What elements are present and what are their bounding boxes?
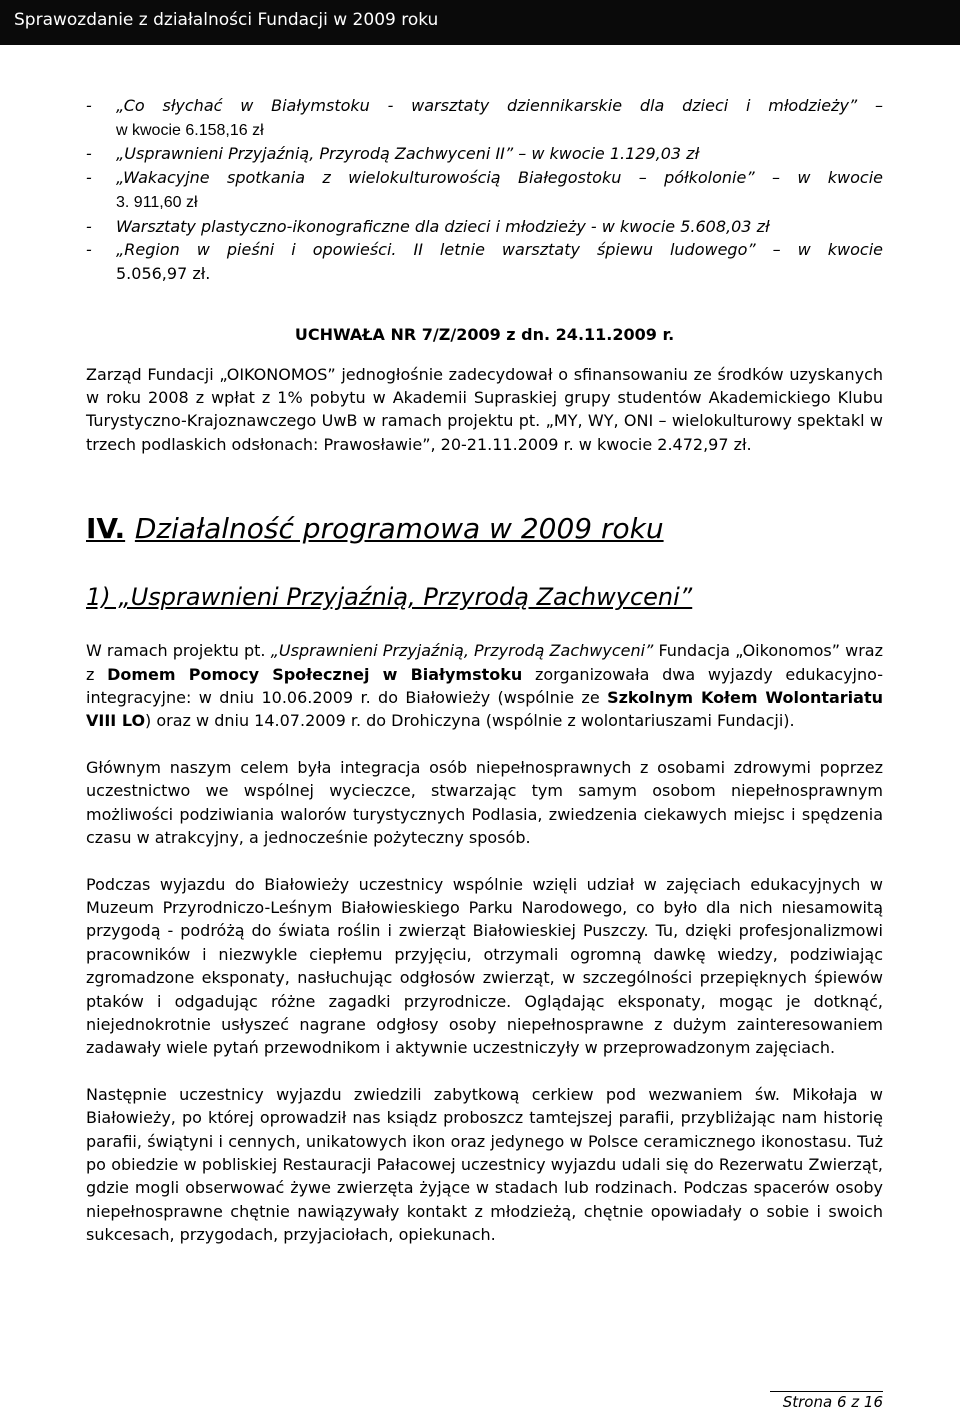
list-item — [86, 142, 883, 166]
list-item-text: „Usprawnieni Przyjaźnią, Przyrodą Zachwyceni II” – w kwocie 1.129,03 zł — [116, 144, 700, 164]
list-item — [86, 166, 883, 190]
list-item-continuation — [86, 262, 883, 286]
list-item — [86, 215, 883, 239]
section-number: IV. — [86, 512, 126, 546]
list-item-text: 3. 911,60 zł — [116, 193, 198, 211]
text-run: W ramach projektu pt. — [86, 641, 271, 661]
list-item-text: „Co słychać w Białymstoku - warsztaty dziennikarskie dla dzieci i młodzieży” – — [116, 96, 883, 115]
list-dash: - — [86, 168, 92, 188]
list-dash: - — [86, 96, 92, 115]
organization-name: Domem Pomocy Społecznej w Białymstoku — [107, 664, 523, 684]
list-item — [86, 94, 883, 118]
text-run: zorganizowała dwa wyjazdy edukacyjno-integracyjne: w dniu 10.06.2009 r. do Białowieży (wspólnie ze — [86, 664, 883, 708]
paragraph: Głównym naszym celem była integracja osób niepełnosprawnych z osobami zdrowymi poprzez uczestnictwo we wspólnej wycieczce, stwarzając tym samym osobom niepełnosprawnym możliwości podziwiania walorów turystycznych Podlasia, zwiedzenia ciekawych miejsc i spędzenia czasu w atrakcyjny, a jednocześnie pożyteczny sposób. — [86, 757, 883, 848]
funding-list — [86, 94, 883, 286]
list-item-continuation — [86, 118, 883, 143]
section-title: Działalność programowa w 2009 roku — [134, 512, 664, 546]
header-bar — [0, 0, 960, 45]
list-dash: - — [86, 144, 92, 164]
list-item-text: „Wakacyjne spotkania z wielokulturowością Białegostoku – półkolonie” – w kwocie — [116, 168, 883, 188]
resolution-title: UCHWAŁA NR 7/Z/2009 z dn. 24.11.2009 r. — [294, 324, 675, 344]
list-item-text: „Region w pieśni i opowieści. II letnie warsztaty śpiewu ludowego” – w kwocie — [116, 240, 883, 260]
page-content — [86, 94, 883, 1247]
list-item-text: Warsztaty plastyczno-ikonograficzne dla dzieci i młodzieży - w kwocie 5.608,03 zł — [116, 216, 770, 236]
paragraph: Następnie uczestnicy wyjazdu zwiedzili zabytkową cerkiew pod wezwaniem św. Mikołaja w Białowieży, po której oprowadził nas ksiądz proboszcz tamtejszej parafii, przybliżając nam historię parafii, świątyni i cennych, unikatowych ikon oraz jedynego w Polsce ceramicznego ikonostasu. Tuż po obiedzie w pobliskiej Restauracji Pałacowej uczestnicy wyjazdu udali się do Rezerwatu Zwierząt, gdzie mogli obserwować żywe zwierzęta żyjące w stadach lub rodzinach. Podczas spacerów osoby niepełnosprawne chętnie nawiązywały kontakt z młodzieżą, chętnie opowiadały o sobie i swoich sukcesach, przygodach, przyjaciołach, opiekunach. — [86, 1084, 883, 1245]
organization-name: Szkolnym Kołem Wolontariatu VIII LO — [86, 688, 883, 731]
text-run: ) oraz w dniu 14.07.2009 r. do Drohiczyna (wspólnie z wolontariuszami Fundacji). — [145, 711, 795, 731]
list-item-text: w kwocie 6.158,16 zł — [116, 121, 264, 139]
resolution-text: Zarząd Fundacji „OIKONOMOS” jednogłośnie zadecydował o sfinansowaniu ze środków uzyskanych w roku 2008 z wpłat z 1% pobytu w Akademii Supraskiej grupy studentów Akademickiego Klubu Turystyczno-Krajoznawczego UwB w ramach projektu pt. „MY, WY, ONI – wielokulturowy spektakl w trzech podlaskich odsłonach: Prawosławie”, 20-21.11.2009 r. w kwocie 2.472,97 zł. — [86, 364, 883, 454]
footer-divider — [770, 1391, 883, 1392]
project-name: „Usprawnieni Przyjaźnią, Przyrodą Zachwyceni” — [270, 641, 654, 661]
list-item-continuation — [86, 190, 883, 215]
text-run: Fundacja „Oikonomos” wraz z — [86, 641, 884, 684]
page-number: Strona 6 z 16 — [782, 1393, 883, 1411]
paragraph — [86, 639, 883, 733]
list-item — [86, 238, 883, 262]
list-dash: - — [86, 216, 92, 236]
section-heading — [86, 512, 883, 546]
list-item-text: 5.056,97 zł. — [116, 263, 211, 283]
subsection-heading: 1) „Usprawnieni Przyjaźnią, Przyrodą Zachwyceni” — [86, 583, 693, 612]
document-header-title: Sprawozdanie z działalności Fundacji w 2009 roku — [14, 10, 439, 30]
paragraph: Podczas wyjazdu do Białowieży uczestnicy wspólnie wzięli udział w zajęciach edukacyjnych w Muzeum Przyrodniczo-Leśnym Białowieskiego Parku Narodowego, co było dla nich niesamowitą przygodą - podróżą do świata roślin i zwierząt Białowieskiej Puszczy. Tu, dzięki profesjonalizmowi pracowników i niezwykle ciepłemu przyjęciu, otrzymali ogromną dawkę wiedzy, podziwiając zgromadzone eksponaty, nasłuchując odgłosów zwierząt, w szczególności przepięknych śpiewów ptaków i odgadując różne zagadki przyrodnicze. Oglądając eksponaty, mogąc je dotknąć, niejednokrotnie usłyszeć nagrane odgłosy osoby niepełnosprawne z dużym zainteresowaniem zadawały wiele pytań przewodnikom i aktywnie uczestniczyły w przeprowadzonym zajęciach. — [86, 874, 883, 1058]
list-dash: - — [86, 240, 92, 260]
